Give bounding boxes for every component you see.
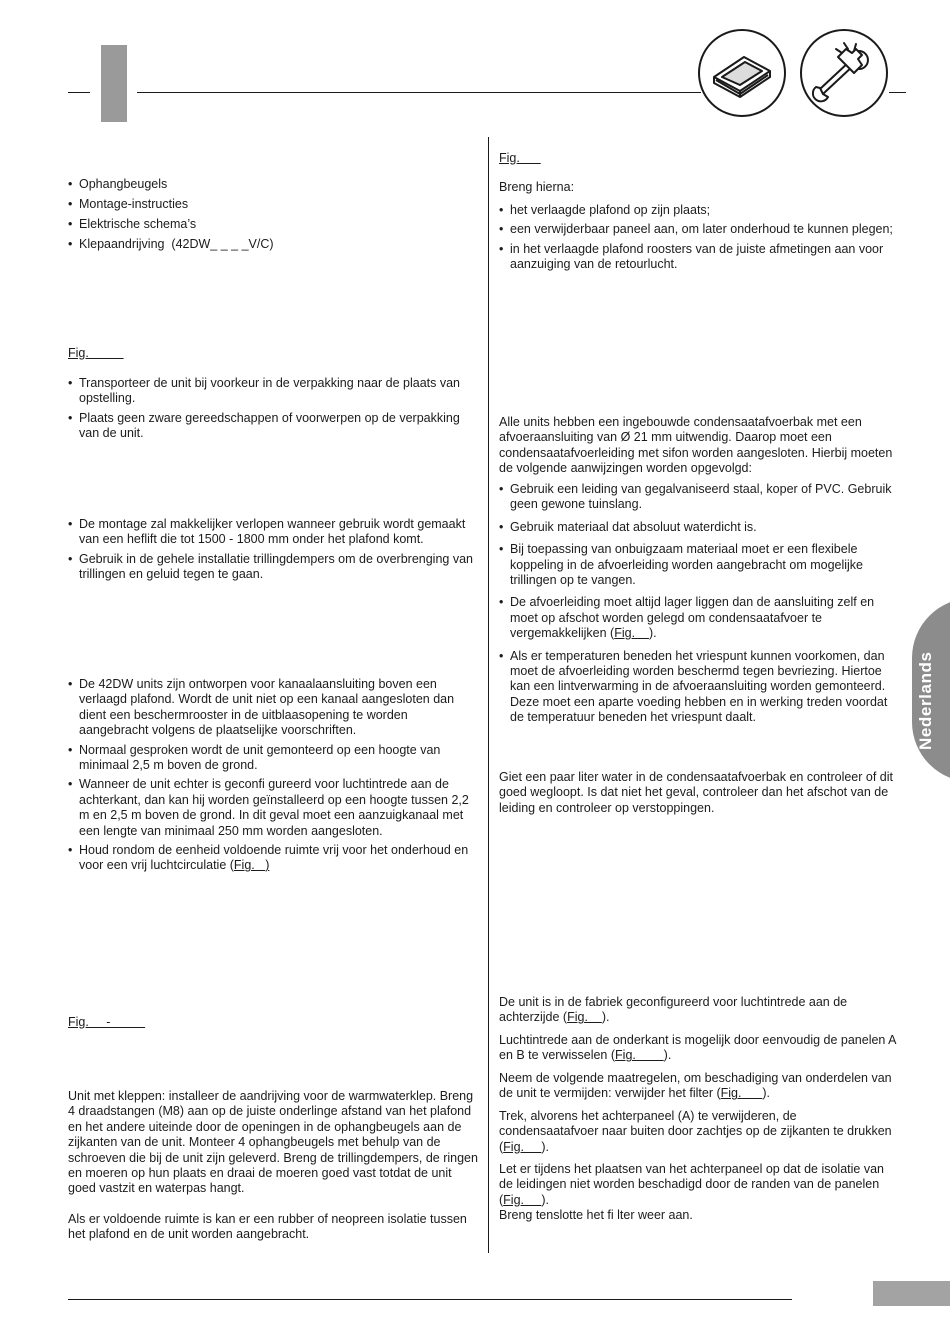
- header-rule-right: [889, 92, 906, 93]
- figure-reference: Fig.: [614, 626, 649, 641]
- list-item: • Wanneer de unit echter is geconfi gureerd voor luchtintrede aan de achterkant, dan kan hij worden geïnstalleerd op een hoogte tussen 2,2 m en 2,5 m boven de grond. In dit geval moet een aanzuigkanaal met een lengte van minimaal 250 mm worden aangesloten.: [68, 777, 480, 839]
- transport-list: [68, 376, 480, 442]
- paragraph-text: ).: [762, 1086, 770, 1101]
- figure-reference: Fig.: [499, 151, 541, 165]
- paragraph: Als er voldoende ruimte is kan er een rubber of neopreen isolatie tussen het plafond en de unit worden aangebracht.: [68, 1212, 467, 1242]
- list-item: • Bij toepassing van onbuigzaam materiaal moet er een flexibele koppeling in de afvoerleiding worden aangebracht om mogelijke trillingen op te vangen.: [499, 542, 899, 588]
- chapter-marker: [101, 45, 127, 122]
- figure-reference: Fig.: [503, 1192, 542, 1207]
- header-rule-left: [68, 92, 90, 93]
- figure-reference: Fig.: [567, 1010, 602, 1025]
- paragraph-text: ).: [601, 1010, 610, 1025]
- list-item: • in het verlaagde plafond roosters van de juiste afmetingen aan voor aanzuiging van de retourlucht.: [499, 242, 899, 273]
- list-item: • Als er temperaturen beneden het vriespunt kunnen voorkomen, dan moet de afvoerleiding worden beschermd tegen bevriezing. Hiertoe kan een lintverwarming in de afvoeraansluiting worden gemonteerd. Deze moet een aparte voeding hebben en in werking treden voordat de temperatuur beneden het vriespunt daalt.: [499, 649, 899, 726]
- supplied-items-list: [68, 174, 480, 254]
- paragraph: Unit met kleppen: installeer de aandrijving voor de warmwaterklep. Breng 4 draadstangen (M8) aan op de juiste onderlinge afstand van het plafond en het andere uiteinde door de openingen in de ophangbeugels aan de zijkanten van de unit. Monteer 4 ophangbeugels met behulp van de schroeven die bij de unit zijn geleverd. Breng de trillingdempers, de ringen en moeren op hun plaats en draai de moeren goed vast totdat de unit goed vastzit en waterpas hangt.: [68, 1089, 478, 1196]
- figure-reference: Fig.: [720, 1086, 763, 1101]
- list-item: • een verwijderbaar paneel aan, om later onderhoud te kunnen plegen;: [499, 222, 899, 237]
- list-item-text: Houd rondom de eenheid voldoende ruimte vrij voor het onderhoud en voor een vrij luchtcirculatie (: [79, 843, 469, 873]
- header-rule: [137, 92, 701, 93]
- figure-reference: Fig.: [503, 1139, 542, 1154]
- list-item: • Ophangbeugels: [68, 174, 480, 194]
- list-item: • Elektrische schema’s: [68, 214, 480, 234]
- paragraph: Breng hierna:: [499, 180, 575, 194]
- installation-list: [68, 677, 480, 874]
- list-item-text: De afvoerleiding moet altijd lager liggen dan de aansluiting zelf en moet op afschot worden gelegd om condensaatafvoer te vergemakkelijken (: [510, 595, 875, 641]
- paragraph: [499, 995, 899, 1026]
- figure-reference: Fig.: [233, 858, 266, 873]
- list-item: • Gebruik een leiding van gegalvaniseerd staal, koper of PVC. Gebruik geen gewone tuinslang.: [499, 482, 899, 513]
- paragraph: Breng tenslotte het fi lter weer aan.: [499, 1208, 693, 1222]
- paragraph: Alle units hebben een ingebouwde condensaatafvoerbak met een afvoeraansluiting van Ø 21 mm uitwendig. Daarop moet een condensaatafvoerleiding met sifon worden aangesloten. Hierbij moeten de volgende aanwijzingen worden opgevolgd:: [499, 415, 893, 476]
- paragraph-text: Luchtintrede aan de onderkant is mogelijk door eenvoudig de panelen A en B te verwisselen (: [499, 1033, 896, 1063]
- list-item-text: ): [265, 858, 270, 873]
- paragraph: [499, 1162, 899, 1208]
- list-item: • Gebruik in de gehele installatie trillingdempers om de overbrenging van trillingen en geluid tegen te gaan.: [68, 552, 480, 583]
- footer-rule: [68, 1299, 792, 1300]
- list-item: • De montage zal makkelijker verlopen wanneer gebruik wordt gemaakt van een heflift die tot 1500 - 1800 mm onder het plafond komt.: [68, 517, 480, 548]
- ceiling-list: [499, 203, 899, 273]
- column-divider: [488, 137, 489, 1253]
- language-tab: [912, 598, 950, 782]
- list-item: [68, 843, 480, 874]
- paragraph-text: ).: [541, 1139, 550, 1154]
- list-item-text: ).: [648, 626, 657, 641]
- drain-list: [499, 482, 899, 726]
- paragraph: [499, 1109, 899, 1155]
- list-item: [499, 595, 899, 641]
- list-item: • Normaal gesproken wordt de unit gemonteerd op een hoogte van minimaal 2,5 m boven de grond.: [68, 743, 480, 774]
- figure-reference: Fig. -: [68, 1015, 146, 1029]
- paragraph-text: Neem de volgende maatregelen, om beschadiging van onderdelen van de unit te vermijden: verwijder het filter (: [499, 1071, 892, 1101]
- list-item: • Montage-instructies: [68, 194, 480, 214]
- paragraph: Giet een paar liter water in de condensaatafvoerbak en controleer of dit goed wegloopt. Is dat niet het geval, controleer dan het afschot van de leiding en controleer op verstoppingen.: [499, 770, 893, 815]
- paragraph: [499, 1071, 899, 1102]
- paragraph-text: Trek, alvorens het achterpaneel (A) te verwijderen, de condensaatafvoer naar buiten door zachtjes op de zijkanten te drukken (: [499, 1109, 892, 1154]
- paragraph: [499, 1033, 899, 1064]
- list-item: • het verlaagde plafond op zijn plaats;: [499, 203, 899, 218]
- paragraph-text: De unit is in de fabriek geconfigureerd voor luchtintrede aan de achterzijde (: [499, 995, 848, 1025]
- paragraph-text: ).: [541, 1192, 550, 1207]
- mounting-tips-list: [68, 517, 480, 583]
- list-item: • De 42DW units zijn ontworpen voor kanaalaansluiting boven een verlaagd plafond. Wordt de unit niet op een kanaal aangesloten dan dient een beschermrooster in de uitblaasopening te worden aangebracht volgens de plaatselijke voorschriften.: [68, 677, 480, 739]
- paragraph-text: Let er tijdens het plaatsen van het achterpaneel op dat de isolatie van de leidingen niet worden beschadigd door de randen van de panelen (: [499, 1162, 884, 1207]
- list-item: • Transporteer de unit bij voorkeur in de verpakking naar de plaats van opstelling.: [68, 376, 480, 407]
- manual-book-icon: [698, 29, 786, 117]
- paragraph-text: ).: [663, 1048, 672, 1063]
- figure-reference: Fig.: [68, 346, 124, 360]
- list-item: • Plaats geen zware gereedschappen of voorwerpen op de verpakking van de unit.: [68, 411, 480, 442]
- wrench-hand-icon: [800, 29, 888, 117]
- language-tab-label: Nederlands: [916, 651, 935, 750]
- page-number-box: [873, 1281, 950, 1306]
- list-item: • Gebruik materiaal dat absoluut waterdicht is.: [499, 520, 899, 535]
- list-item: • Klepaandrijving (42DW_ _ _ _V/C): [68, 234, 480, 254]
- figure-reference: Fig.: [615, 1048, 664, 1063]
